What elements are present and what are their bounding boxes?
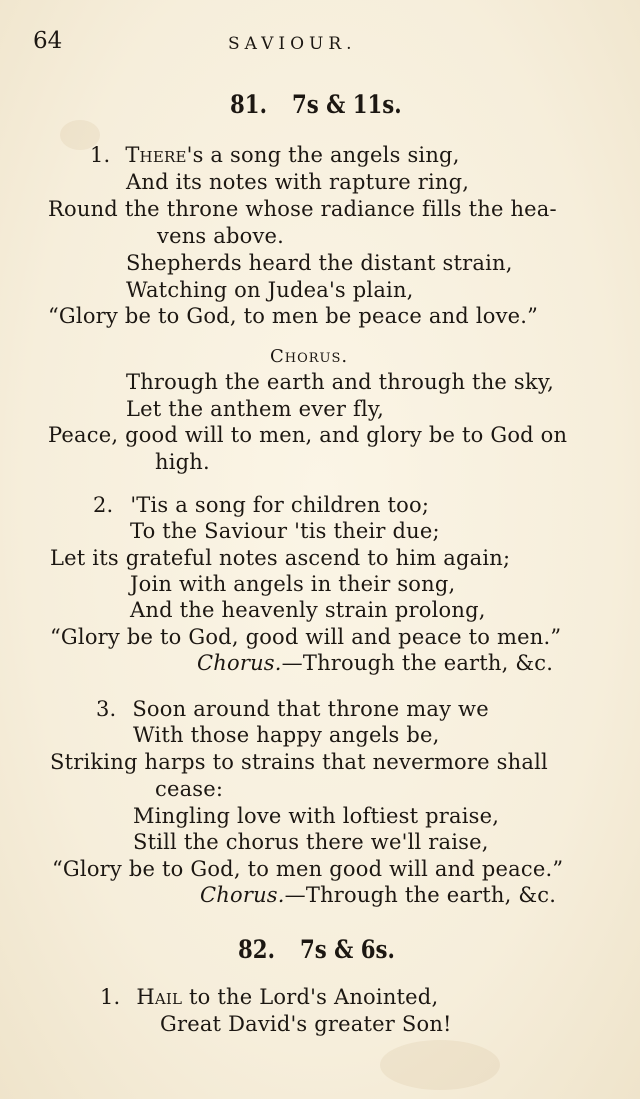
hymn-meter: 7s & 11s. xyxy=(291,90,402,119)
verse-number: 3. xyxy=(96,697,117,721)
running-title: SAVIOUR. xyxy=(228,34,357,54)
paper-stain xyxy=(380,1040,500,1090)
verse-line-text: 'Tis a song for children too; xyxy=(130,493,430,517)
verse-line: And its notes with rapture ring, xyxy=(126,170,470,194)
verse-line-text: to the Lord's Anointed, xyxy=(182,985,439,1009)
verse-line: And the heavenly strain prolong, xyxy=(130,598,486,622)
verse-3-line-1 xyxy=(96,696,489,723)
hymn-meter: 7s & 6s. xyxy=(299,935,395,964)
chorus-reference xyxy=(200,882,556,909)
hymn-81-title xyxy=(230,90,421,119)
hymn-number: 81. xyxy=(230,90,267,119)
page-number: 64 xyxy=(33,28,63,54)
verse-line: Still the chorus there we'll raise, xyxy=(133,830,489,854)
verse-2-line-1 xyxy=(93,492,429,519)
chorus-line: high. xyxy=(155,450,210,474)
verse-line: Round the throne whose radiance fills the hea- xyxy=(48,197,557,221)
chorus-ref-label: Chorus. xyxy=(197,651,282,675)
verse-line: Shepherds heard the distant strain, xyxy=(126,251,513,275)
verse-first-word: There xyxy=(125,143,187,167)
verse-line: Join with angels in their song, xyxy=(130,572,456,596)
verse-line-text: 's a song the angels sing, xyxy=(186,143,460,167)
verse-1-line-1 xyxy=(100,984,438,1011)
hymn-82-title xyxy=(238,935,411,964)
verse-line: With those happy angels be, xyxy=(133,723,440,747)
verse-number: 1. xyxy=(90,143,111,167)
verse-number: 2. xyxy=(93,493,114,517)
chorus-ref-text: —Through the earth, &c. xyxy=(284,883,557,907)
verse-line: To the Saviour 'tis their due; xyxy=(130,519,440,543)
chorus-line: Peace, good will to men, and glory be to God on xyxy=(48,423,568,447)
chorus-heading: Chorus. xyxy=(270,346,349,367)
chorus-reference xyxy=(197,650,553,677)
verse-line: Let its grateful notes ascend to him again; xyxy=(50,546,511,570)
verse-line-text: Soon around that throne may we xyxy=(132,697,489,721)
verse-line: vens above. xyxy=(157,224,285,248)
verse-line: “Glory be to God, to men be peace and love.” xyxy=(48,304,539,328)
verse-first-word: Hail xyxy=(136,985,183,1009)
chorus-line: Let the anthem ever fly, xyxy=(126,397,385,421)
verse-line: Watching on Judea's plain, xyxy=(126,278,414,302)
verse-line: cease: xyxy=(155,777,224,801)
hymn-number: 82. xyxy=(238,935,275,964)
verse-number: 1. xyxy=(100,985,121,1009)
chorus-ref-label: Chorus. xyxy=(200,883,285,907)
verse-line: “Glory be to God, good will and peace to men.” xyxy=(50,625,562,649)
verse-line: “Glory be to God, to men good will and peace.” xyxy=(52,857,564,881)
verse-line: Striking harps to strains that nevermore shall xyxy=(50,750,548,774)
verse-1-line-1 xyxy=(90,142,460,169)
chorus-ref-text: —Through the earth, &c. xyxy=(281,651,554,675)
chorus-line: Through the earth and through the sky, xyxy=(126,370,554,394)
verse-line: Great David's greater Son! xyxy=(160,1012,452,1036)
verse-line: Mingling love with loftiest praise, xyxy=(133,804,500,828)
